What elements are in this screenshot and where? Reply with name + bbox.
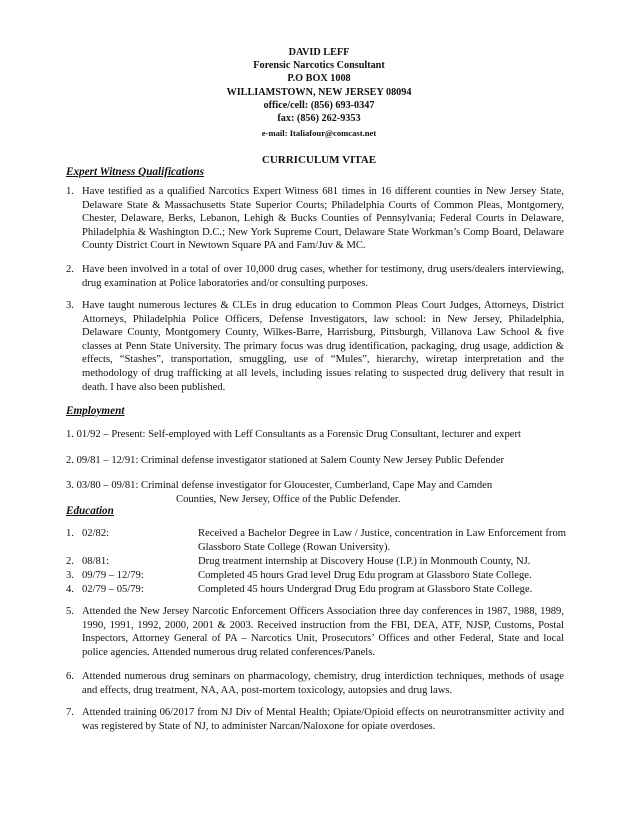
item-number: 1. [66,186,74,197]
person-role: Forensic Narcotics Consultant [253,60,385,72]
entry-description: Drug treatment internship at Discovery House (I.P.) in Monmouth County, NJ. [198,556,531,567]
item-number: 7. [66,707,74,718]
city-address: WILLIAMSTOWN, NEW JERSEY 08094 [226,86,412,98]
employment-line: 2. 09/81 – 12/91: Criminal defense investigator stationed at Salem County New Jersey Public Defender [66,455,505,466]
item-text: Have testified as a qualified Narcotics Expert Witness 681 times in 16 different counties in New Jersey State, Delaware State & Massachusetts State Superior Courts; Philadelphia Courts of Common Pleas, Montgomery, Chester, Delaware, Berks, Lebanon, Lehigh & Bucks Counties of Pennsylvania; Federal Courts in Delaware, Philadelphia & Washington D.C.; New York Supreme Court, Delaware State Workman’s Comp Board, Delaware County District Court in Newtown Square PA and Fam/Juv & MC. [82,186,564,252]
email-address: e-mail: Italiafour@comcast.net [261,128,377,139]
entry-date: 02/79 – 05/79: [82,584,144,595]
entry-description: Completed 45 hours Grad level Drug Edu program at Glassboro State College. [198,570,532,581]
education-entry [66,583,566,597]
education-entry [66,555,566,569]
po-box: P.O BOX 1008 [287,73,351,85]
education-item [66,605,564,659]
entry-number: 3. [66,570,74,581]
phone-number: office/cell: (856) 693-0347 [263,99,375,111]
cv-title: CURRICULUM VITAE [261,154,377,166]
fax-number: fax: (856) 262-9353 [277,113,361,125]
entry-description: Completed 45 hours Undergrad Drug Edu program at Glassboro State College. [198,584,533,595]
entry-description: Received a Bachelor Degree in Law / Justice, concentration in Law Enforcement from Glassboro State College (Rowan University). [198,528,566,553]
employment-line: 3. 03/80 – 09/81: Criminal defense investigator for Gloucester, Cumberland, Cape May and Camden [66,480,493,491]
education-entry [66,527,566,554]
resume-header [0,46,638,140]
education-item [66,706,564,733]
item-text: Have taught numerous lectures & CLEs in drug education to Common Pleas Court Judges, Attorneys, District Attorneys, Philadelphia Police Officers, Defense Investigators, law school: in New Jersey, Philadelphia, Delaware County, Montgomery County, Wilkes-Barre, Harrisburg, Pittsburgh, Villanova Law School & five classes at Penn State University. The primary focus was drug identification, packaging, drug usage, addiction & effects, “Stashes”, transportation, smuggling, use of “Mules”, hierarchy, wiretap interpretation and the methodology of drug trafficking at all levels, including issues relating to suspected drug delivery that result in death. I have also been published. [82,300,564,393]
item-text: Attended training 06/2017 from NJ Div of Mental Health; Opiate/Opioid effects on neurotransmitter activity and was registered by State of NJ, to administer Narcan/Naloxone for opiate overdoses. [82,707,564,732]
employment-item [66,428,566,442]
entry-number: 4. [66,584,74,595]
entry-date: 02/82: [82,528,110,539]
entry-number: 2. [66,556,74,567]
education-entry [66,569,566,583]
qualification-item [66,263,564,290]
item-text: Attended the New Jersey Narcotic Enforcement Officers Association three day conferences in 1987, 1988, 1989, 1990, 1991, 1992, 2000, 2001 & 2003. Received instruction from the FBI, DEA, ATF, NJSP, Customs, Postal Inspectors, Attorney General of PA – Narcotics Unit, Prosecutors’ Offices and other Federal, State and local police agencies. Attended numerous drug related conferences/Panels. [82,606,564,658]
item-number: 6. [66,671,74,682]
item-number: 5. [66,606,74,617]
item-text: Have been involved in a total of over 10,000 drug cases, whether for testimony, drug users/dealers interviewing, drug examination at Police laboratories and/or consulting purposes. [82,264,564,289]
entry-date: 08/81: [82,556,110,567]
employment-line: 1. 01/92 – Present: Self-employed with Leff Consultants as a Forensic Drug Consultant, lecturer and expert [66,429,521,440]
employment-item [66,454,566,468]
qualifications-heading: Expert Witness Qualifications [66,166,205,178]
qualification-item [66,185,564,253]
education-item [66,670,564,697]
employment-continuation: Counties, New Jersey, Office of the Public Defender. [176,493,401,505]
entry-date: 09/79 – 12/79: [82,570,144,581]
entry-number: 1. [66,528,74,539]
qualification-item [66,299,564,394]
employment-heading: Employment [66,405,125,417]
item-number: 3. [66,300,74,311]
education-heading: Education [66,505,114,517]
item-text: Attended numerous drug seminars on pharmacology, chemistry, drug interdiction techniques, methods of usage and effects, drug treatment, NA, AA, post-mortem toxicology, autopsies and drug laws. [82,671,564,696]
person-name: DAVID LEFF [288,47,350,58]
item-number: 2. [66,264,74,275]
employment-item [66,479,566,506]
